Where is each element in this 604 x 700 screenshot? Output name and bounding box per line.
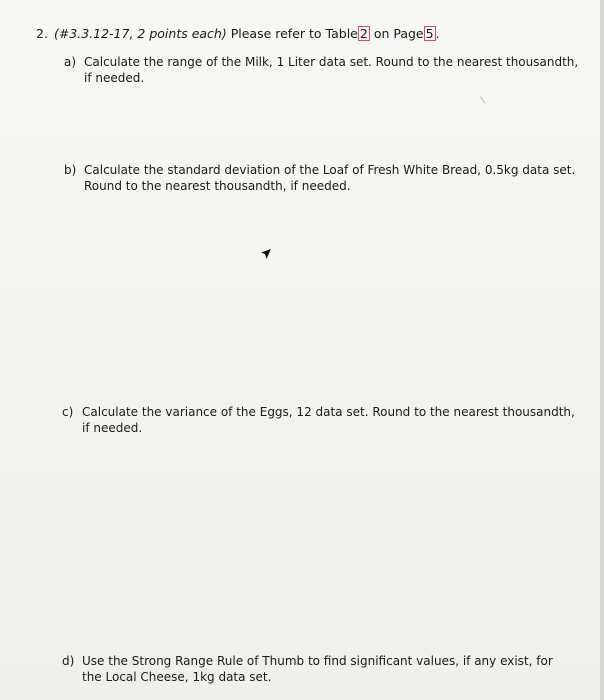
part-b [64,162,575,194]
part-c-line-1: Calculate the variance of the Eggs, 12 data set. Round to the nearest thousandth, [82,405,575,419]
part-d-letter: d) [62,654,75,668]
part-a-line-1: Calculate the range of the Milk, 1 Liter data set. Round to the nearest thousandth, [84,55,579,69]
question-header [36,26,440,41]
stray-pen-mark [480,96,486,104]
table-reference-link[interactable]: 2 [359,26,368,41]
part-b-line-1: Calculate the standard deviation of the Loaf of Fresh White Bread, 0.5kg data set. [84,163,576,177]
question-meta: (#3.3.12-17, 2 points each) [53,26,227,41]
page-edge [600,0,604,700]
part-d-line-2: the Local Cheese, 1kg data set. [82,670,272,684]
part-a-line-2: if needed. [84,71,145,85]
question-intro: Please refer to Table [230,26,358,41]
part-d [62,653,553,685]
page-reference-link[interactable]: 5 [425,26,434,41]
part-b-letter: b) [64,163,77,177]
part-a-letter: a) [64,55,77,69]
part-c-letter: c) [62,405,74,419]
question-number: 2. [36,26,48,41]
part-a [64,54,578,86]
part-d-line-1: Use the Strong Range Rule of Thumb to find significant values, if any exist, for [82,654,553,668]
mouse-pointer-icon [260,248,272,260]
part-b-line-2: Round to the nearest thousandth, if needed. [84,179,351,193]
part-c [62,404,575,436]
part-c-line-2: if needed. [82,421,143,435]
question-end: . [435,26,440,41]
question-on-page: on Page [373,26,424,41]
